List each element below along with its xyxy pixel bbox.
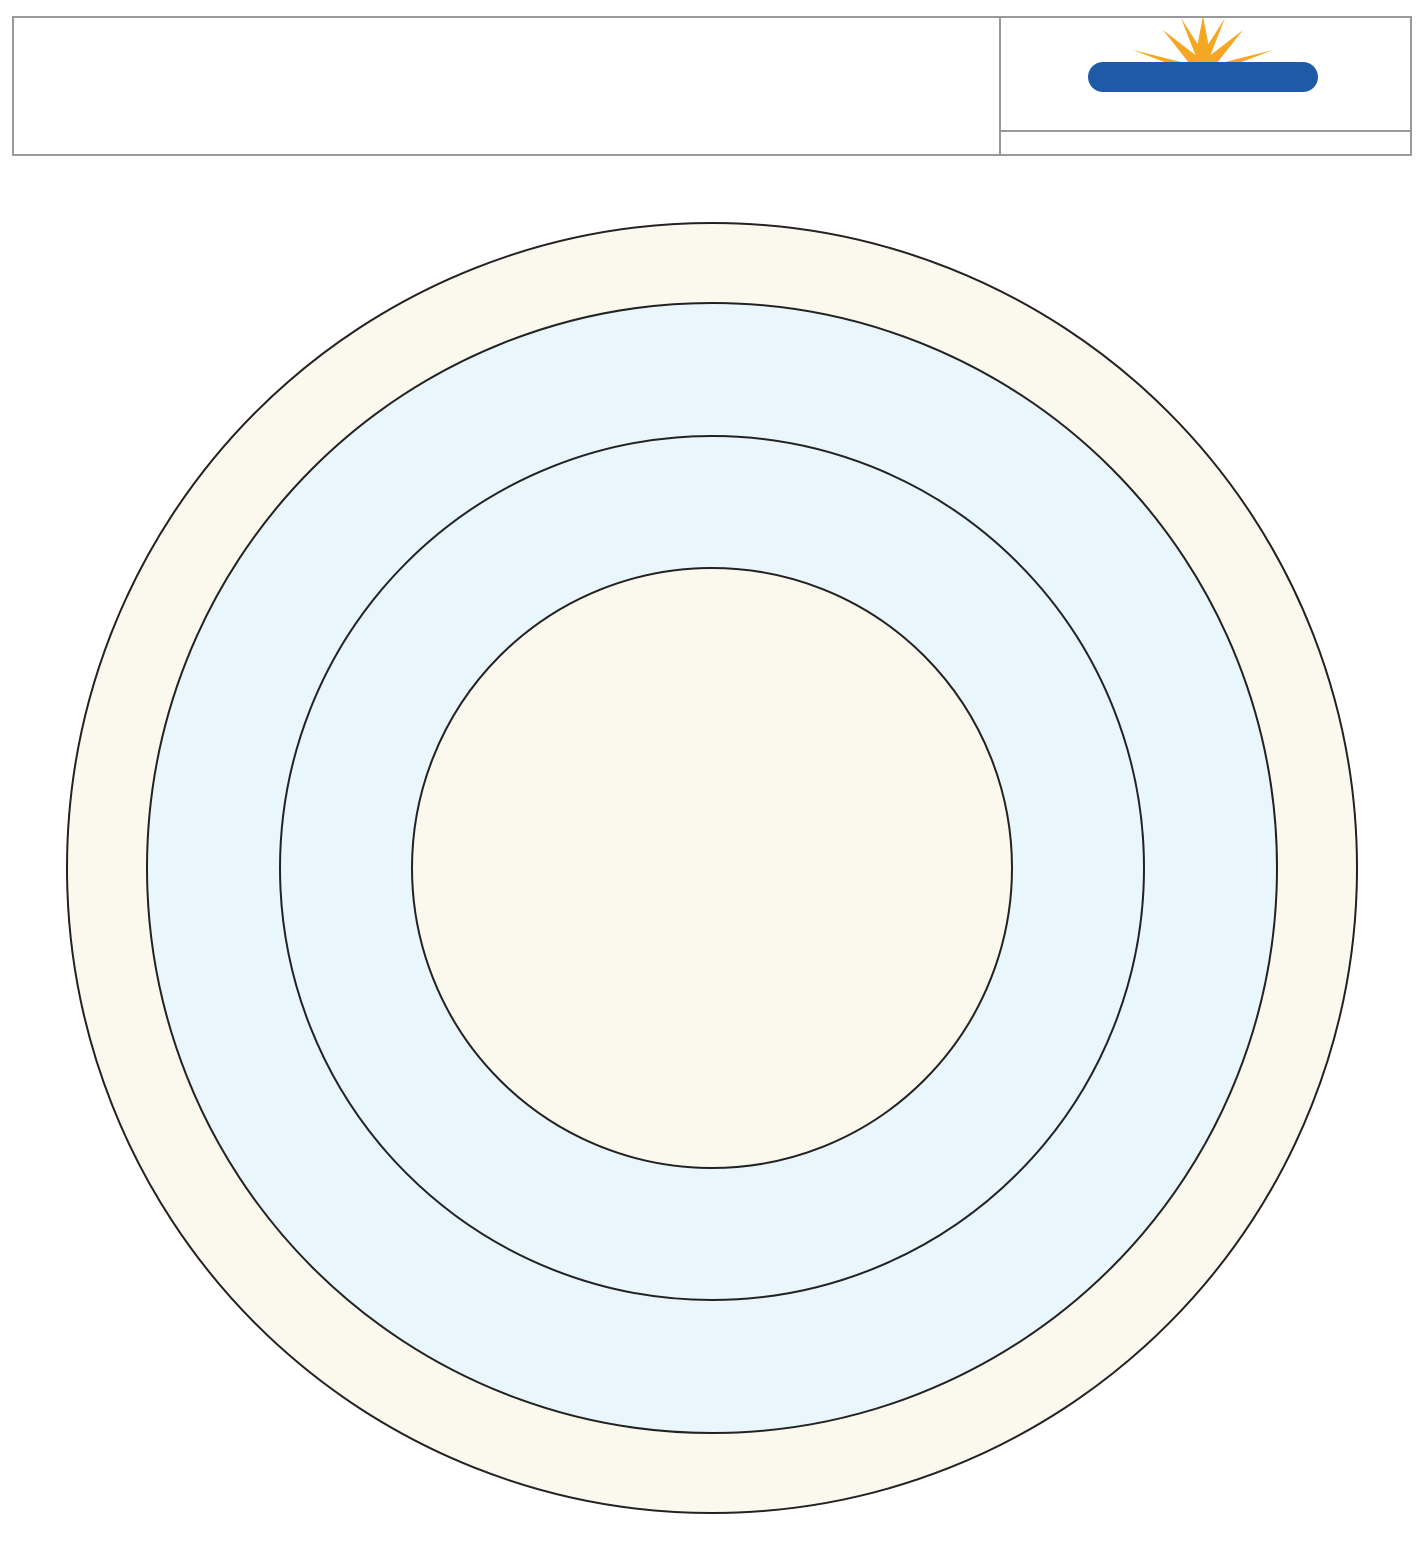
aspect-circle [412, 568, 1012, 1168]
